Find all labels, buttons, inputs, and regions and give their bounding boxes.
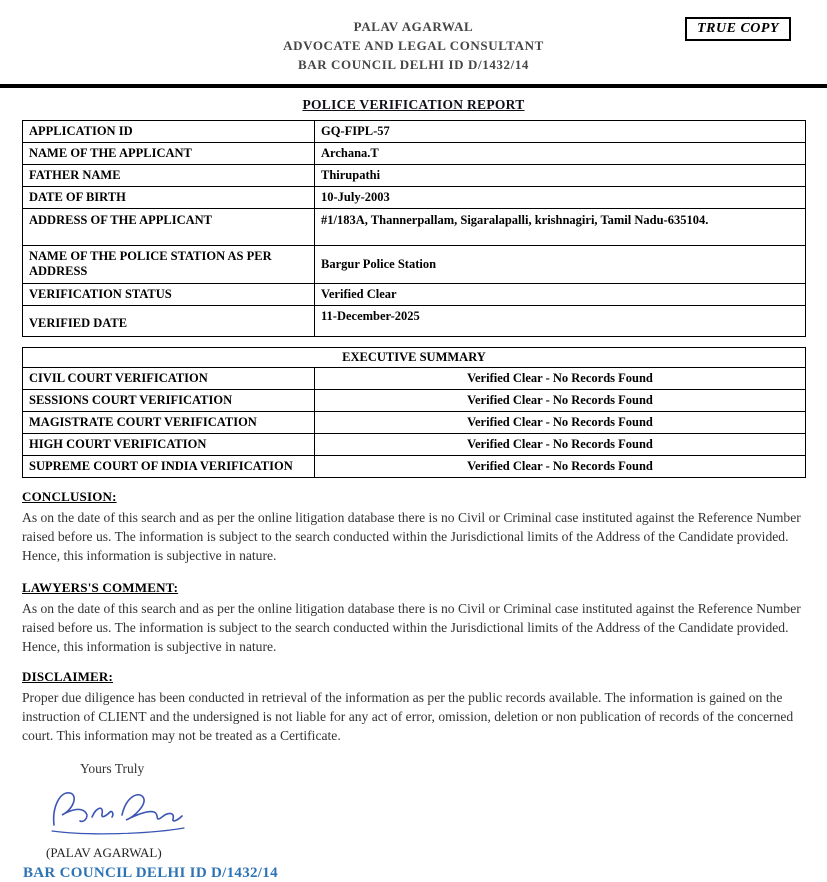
- report-title-text: POLICE VERIFICATION REPORT: [302, 97, 525, 112]
- row-label: VERIFICATION STATUS: [23, 284, 315, 306]
- row-value: Verified Clear - No Records Found: [315, 456, 806, 478]
- row-value: Archana.T: [315, 143, 806, 165]
- row-label: NAME OF THE APPLICANT: [23, 143, 315, 165]
- table-row: [23, 246, 806, 284]
- row-value: 11-December-2025: [315, 306, 806, 337]
- table-row: [23, 412, 806, 434]
- table-row: [23, 143, 806, 165]
- signatory-name: (PALAV AGARWAL): [46, 845, 162, 860]
- bar-council-id-line: BAR COUNCIL DELHI ID D/1432/14: [23, 865, 278, 881]
- row-value: Verified Clear: [315, 284, 806, 306]
- table-header-row: [23, 348, 806, 368]
- table-row: [23, 284, 806, 306]
- table-row: [23, 187, 806, 209]
- table-row: [23, 121, 806, 143]
- row-label: ADDRESS OF THE APPLICANT: [23, 209, 315, 246]
- section-heading-text: LAWYERS'S COMMENT:: [22, 580, 179, 595]
- header-divider: [0, 84, 827, 88]
- row-label: NAME OF THE POLICE STATION AS PER ADDRESS: [23, 246, 315, 284]
- row-value: Verified Clear - No Records Found: [315, 368, 806, 390]
- section-heading: [22, 669, 805, 685]
- row-label: CIVIL COURT VERIFICATION: [23, 368, 315, 390]
- table-row: [23, 390, 806, 412]
- signature: [44, 783, 827, 845]
- row-label: MAGISTRATE COURT VERIFICATION: [23, 412, 315, 434]
- section-heading: [22, 580, 805, 596]
- advocate-name: PALAV AGARWAL: [353, 19, 474, 34]
- table-row: [23, 456, 806, 478]
- section-heading-text: DISCLAIMER:: [22, 669, 114, 684]
- summary-title: EXECUTIVE SUMMARY: [23, 348, 806, 368]
- advocate-bar-id: BAR COUNCIL DELHI ID D/1432/14: [297, 57, 530, 72]
- table-row: [23, 209, 806, 246]
- row-value: Verified Clear - No Records Found: [315, 390, 806, 412]
- section-body: As on the date of this search and as per the online litigation database there is no Civil or Criminal case instituted against the Reference Number raised before us. The information is subject to the search conducted within the Jurisdictional limits of the Address of the Candidate provided. Hence, this information is subjective in nature.: [22, 510, 801, 563]
- section-body: Proper due diligence has been conducted in retrieval of the information as per the public records available. The information is gained on the instruction of CLIENT and the undersigned is not liable for any act of error, omission, deletion or non publication of records of the concerned court. This information may not be treated as a Certificate.: [22, 690, 794, 743]
- section-conclusion: [22, 489, 805, 565]
- row-value: Bargur Police Station: [315, 246, 806, 284]
- section-heading: [22, 489, 805, 505]
- row-label: DATE OF BIRTH: [23, 187, 315, 209]
- table-row: [23, 368, 806, 390]
- yours-truly-text: Yours Truly: [80, 761, 145, 776]
- executive-summary-table: [22, 347, 806, 478]
- row-label: SESSIONS COURT VERIFICATION: [23, 390, 315, 412]
- section-lawyers-comment: [22, 580, 805, 656]
- row-value: Thirupathi: [315, 165, 806, 187]
- row-value: GQ-FIPL-57: [315, 121, 806, 143]
- true-copy-stamp: TRUE COPY: [685, 17, 791, 41]
- section-heading-text: CONCLUSION:: [22, 489, 117, 504]
- row-label: APPLICATION ID: [23, 121, 315, 143]
- applicant-table: [22, 120, 806, 337]
- section-disclaimer: [22, 669, 805, 745]
- table-row: [23, 434, 806, 456]
- row-value: #1/183A, Thannerpallam, Sigaralapalli, krishnagiri, Tamil Nadu-635104.: [315, 209, 806, 246]
- row-value: Verified Clear - No Records Found: [315, 412, 806, 434]
- row-label: SUPREME COURT OF INDIA VERIFICATION: [23, 456, 315, 478]
- row-label: HIGH COURT VERIFICATION: [23, 434, 315, 456]
- row-label: FATHER NAME: [23, 165, 315, 187]
- report-title: [0, 97, 827, 113]
- signature-image: [44, 783, 194, 843]
- row-value: 10-July-2003: [315, 187, 806, 209]
- row-value: Verified Clear - No Records Found: [315, 434, 806, 456]
- table-row: [23, 165, 806, 187]
- table-row: [23, 306, 806, 337]
- row-label: VERIFIED DATE: [23, 306, 315, 337]
- section-body: As on the date of this search and as per the online litigation database there is no Civil or Criminal case instituted against the Reference Number raised before us. The information is subject to the search conducted within the Jurisdictional limits of the Address of the Candidate provided. Hence, this information is subjective in nature.: [22, 601, 801, 654]
- advocate-designation: ADVOCATE AND LEGAL CONSULTANT: [283, 38, 544, 53]
